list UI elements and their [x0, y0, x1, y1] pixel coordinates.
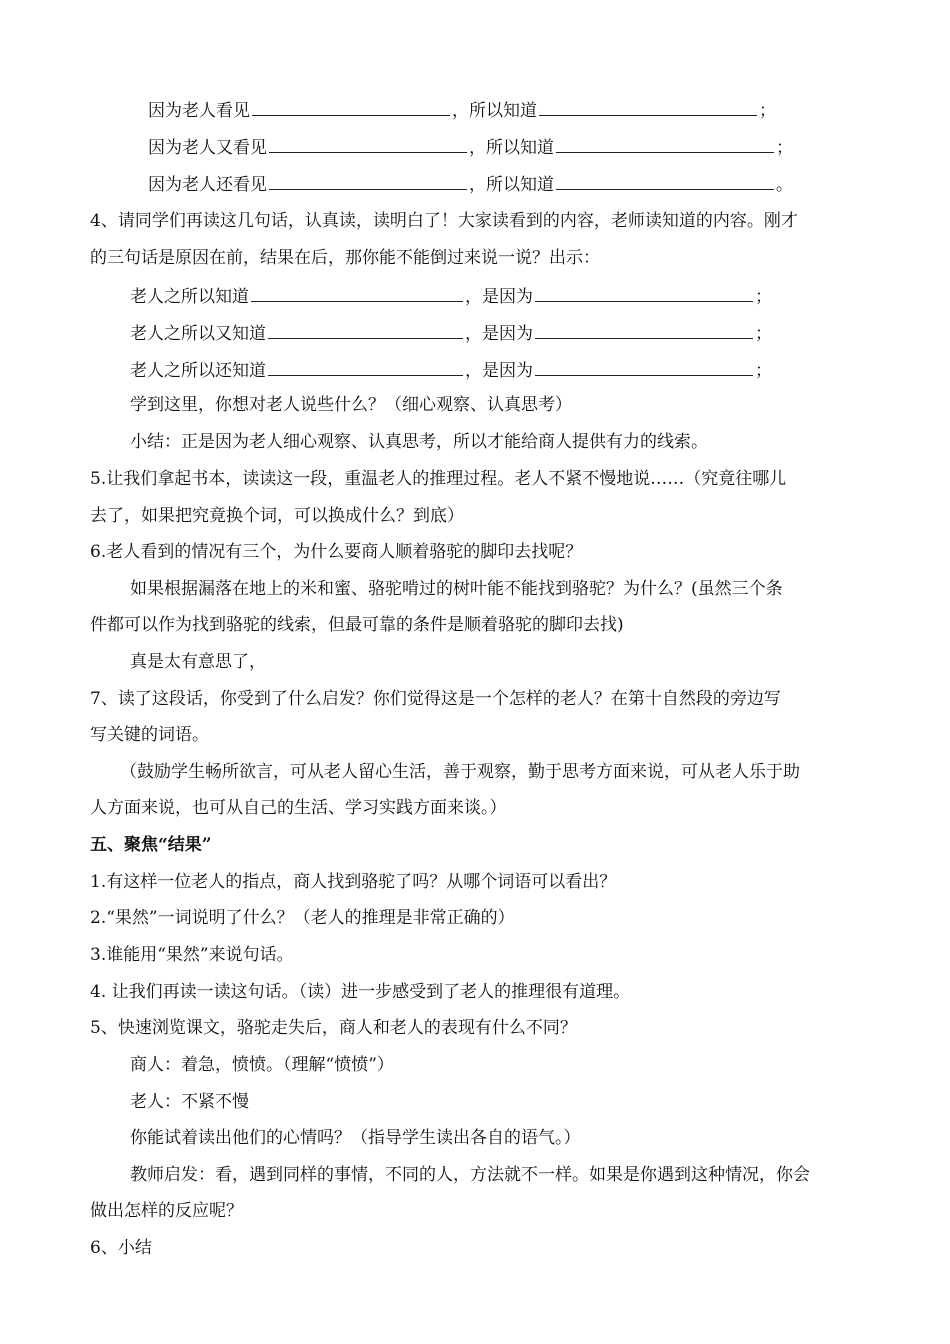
- answer-blank: [269, 134, 467, 153]
- paragraph-line: 教师启发：看，遇到同样的事情，不同的人，方法就不一样。如果是你遇到这种情况，你会: [130, 1165, 810, 1185]
- paragraph-line: 5.让我们拿起书本，读读这一段，重温老人的推理过程。老人不紧不慢地说……（究竟往哪儿: [90, 469, 787, 489]
- fill-line-2: [148, 134, 793, 160]
- answer-blank: [556, 171, 774, 190]
- fill-text: ，是因为: [465, 324, 533, 344]
- fill-text: ，所以知道: [469, 138, 554, 158]
- paragraph-line: 3.谁能用“果然”来说句话。: [90, 945, 294, 965]
- paragraph-line: 4. 让我们再读一读这句话。（读）进一步感受到了老人的推理很有道理。: [90, 982, 631, 1002]
- paragraph-line: 写关键的词语。: [90, 725, 209, 745]
- fill-punct: 。: [776, 175, 793, 195]
- answer-blank: [535, 357, 753, 376]
- answer-blank: [535, 320, 753, 339]
- fill-text: ，是因为: [465, 287, 533, 307]
- fill-line-1: [148, 97, 776, 123]
- section-heading: 五、聚焦“结果”: [90, 835, 212, 855]
- paragraph-line: 商人：着急，愤愤。（理解“愤愤”）: [130, 1055, 394, 1075]
- paragraph-line: 1.有这样一位老人的指点，商人找到骆驼了吗？从哪个词语可以看出？: [90, 872, 617, 892]
- paragraph-line: 人方面来说，也可从自己的生活、学习实践方面来谈。）: [90, 798, 507, 818]
- paragraph-line: 小结：正是因为老人细心观察、认真思考，所以才能给商人提供有力的线索。: [130, 432, 708, 452]
- reverse-line-2: [130, 320, 772, 346]
- fill-punct: ；: [755, 361, 772, 381]
- paragraph-line: 去了，如果把究竟换个词，可以换成什么？到底）: [90, 506, 464, 526]
- reverse-line-3: [130, 357, 772, 383]
- fill-text: ，所以知道: [452, 101, 537, 121]
- fill-text: 老人之所以又知道: [130, 324, 266, 344]
- answer-blank: [251, 283, 463, 302]
- paragraph-line: 做出怎样的反应呢？: [90, 1201, 243, 1221]
- answer-blank: [535, 283, 753, 302]
- paragraph-line: 的三句话是原因在前，结果在后，那你能不能倒过来说一说？出示：: [90, 248, 600, 268]
- answer-blank: [539, 97, 757, 116]
- paragraph-line: 你能试着读出他们的心情吗？（指导学生读出各自的语气。）: [130, 1128, 581, 1148]
- paragraph-line: 老人：不紧不慢: [130, 1092, 249, 1112]
- fill-text: 老人之所以知道: [130, 287, 249, 307]
- fill-punct: ；: [755, 287, 772, 307]
- paragraph-line: 5、快速浏览课文，骆驼走失后，商人和老人的表现有什么不同？: [90, 1018, 577, 1038]
- fill-text: 因为老人又看见: [148, 138, 267, 158]
- paragraph-line: （鼓励学生畅所欲言，可从老人留心生活，善于观察，勤于思考方面来说，可从老人乐于助: [120, 762, 800, 782]
- answer-blank: [556, 134, 774, 153]
- fill-text: ，所以知道: [469, 175, 554, 195]
- paragraph-line: 学到这里，你想对老人说些什么？（细心观察、认真思考）: [130, 395, 572, 415]
- answer-blank: [252, 97, 450, 116]
- fill-punct: ；: [776, 138, 793, 158]
- paragraph-line: 6.老人看到的情况有三个，为什么要商人顺着骆驼的脚印去找呢？: [90, 542, 583, 562]
- fill-line-3: [148, 171, 793, 197]
- reverse-line-1: [130, 283, 772, 309]
- fill-punct: ；: [755, 324, 772, 344]
- fill-text: ，是因为: [465, 361, 533, 381]
- fill-text: 因为老人看见: [148, 101, 250, 121]
- fill-text: 老人之所以还知道: [130, 361, 266, 381]
- answer-blank: [268, 357, 463, 376]
- answer-blank: [269, 171, 467, 190]
- paragraph-line: 7、读了这段话，你受到了什么启发？你们觉得这是一个怎样的老人？在第十自然段的旁边写: [90, 689, 781, 709]
- fill-text: 因为老人还看见: [148, 175, 267, 195]
- paragraph-line: 6、小结: [90, 1238, 152, 1258]
- paragraph-line: 2.“果然”一词说明了什么？（老人的推理是非常正确的）: [90, 908, 515, 928]
- paragraph-line: 真是太有意思了，: [130, 652, 266, 672]
- answer-blank: [268, 320, 463, 339]
- paragraph-line: 4、请同学们再读这几句话，认真读，读明白了！大家读看到的内容，老师读知道的内容。刚才: [90, 211, 798, 231]
- fill-punct: ；: [759, 101, 776, 121]
- paragraph-line: 如果根据漏落在地上的米和蜜、骆驼啃过的树叶能不能找到骆驼？为什么？(虽然三个条: [130, 579, 783, 599]
- paragraph-line: 件都可以作为找到骆驼的线索，但最可靠的条件是顺着骆驼的脚印去找): [90, 615, 624, 635]
